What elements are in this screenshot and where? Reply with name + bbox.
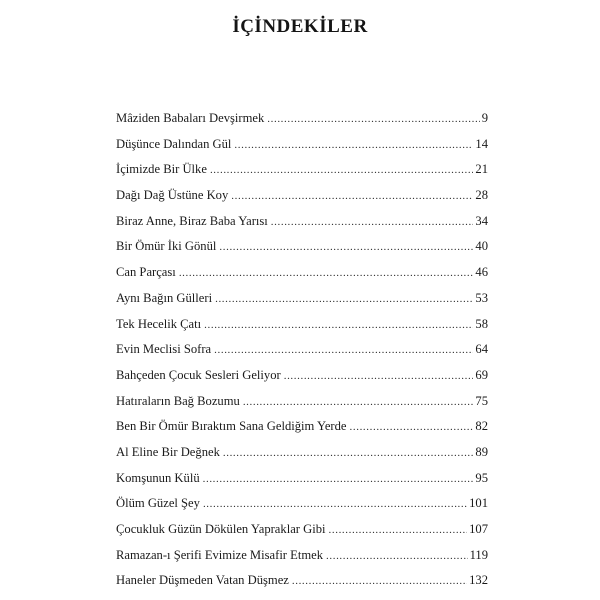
dot-leader <box>284 364 474 390</box>
entry-title: Ramazan-ı Şerifi Evimize Misafir Etmek <box>116 547 324 562</box>
entry-page-number: 89 <box>475 444 488 459</box>
toc-entry <box>116 157 488 183</box>
toc-entry <box>116 234 488 260</box>
entry-page-number: 107 <box>469 522 488 536</box>
dot-leader <box>350 415 474 441</box>
entry-page-number: 28 <box>475 188 488 203</box>
dot-leader <box>231 184 473 210</box>
toc-entry <box>116 337 488 363</box>
toc-entry <box>116 389 488 415</box>
dot-leader <box>215 287 473 313</box>
toc-entry <box>116 491 488 517</box>
dot-leader <box>329 518 468 544</box>
entry-title: Ben Bir Ömür Bıraktım Sana Geldiğim Yerde <box>116 419 347 434</box>
entry-title: Tek Hecelik Çatı <box>116 316 202 331</box>
entry-page-number: 40 <box>475 239 488 254</box>
dot-leader <box>204 313 473 339</box>
entry-title: Bir Ömür İki Gönül <box>116 239 217 254</box>
page-title: İÇİNDEKİLER <box>232 16 368 37</box>
toc-entry <box>116 466 488 492</box>
entry-page-number: 75 <box>475 393 488 408</box>
toc-entry <box>116 260 488 286</box>
entry-title: Biraz Anne, Biraz Baba Yarısı <box>116 213 268 228</box>
entry-page-number: 58 <box>475 316 488 331</box>
entry-page-number: 82 <box>475 419 488 434</box>
entry-title: Hatıraların Bağ Bozumu <box>116 393 240 408</box>
entry-title: Can Parçası <box>116 265 176 280</box>
entry-title: Al Eline Bir Değnek <box>116 444 220 459</box>
entry-title: Haneler Düşmeden Vatan Düşmez <box>116 573 289 588</box>
entry-page-number: 119 <box>469 547 488 562</box>
toc-entry <box>116 543 488 569</box>
toc-entry <box>116 106 488 132</box>
entry-page-number: 21 <box>475 162 488 177</box>
toc-entry <box>116 209 488 235</box>
dot-leader <box>292 569 467 595</box>
dot-leader <box>243 390 474 416</box>
entry-page-number: 34 <box>475 213 488 228</box>
dot-leader <box>223 441 474 467</box>
dot-leader <box>234 133 473 159</box>
toc-entry <box>116 517 488 543</box>
dot-leader <box>214 338 473 364</box>
dot-leader <box>203 467 474 493</box>
dot-leader <box>179 261 474 287</box>
dot-leader <box>203 492 467 518</box>
toc-entry <box>116 286 488 312</box>
toc-entry <box>116 312 488 338</box>
toc-entry <box>116 363 488 389</box>
toc-entry <box>116 183 488 209</box>
dot-leader <box>267 107 479 133</box>
entry-page-number: 64 <box>475 342 488 357</box>
entry-title: Bahçeden Çocuk Sesleri Geliyor <box>116 367 281 382</box>
entry-page-number: 14 <box>475 136 488 151</box>
entry-title: Dağı Dağ Üstüne Koy <box>116 188 229 203</box>
entry-title: Ölüm Güzel Şey <box>116 496 200 511</box>
entry-title: Evin Meclisi Sofra <box>116 342 212 357</box>
table-of-contents <box>116 106 488 594</box>
dot-leader <box>326 544 468 570</box>
dot-leader <box>219 235 473 261</box>
entry-title: İçimizde Bir Ülke <box>116 162 207 177</box>
toc-entry <box>116 568 488 594</box>
entry-page-number: 69 <box>475 367 488 382</box>
entry-title: Düşünce Dalından Gül <box>116 136 232 151</box>
entry-page-number: 53 <box>475 290 488 305</box>
toc-entry <box>116 132 488 158</box>
toc-entry <box>116 414 488 440</box>
entry-page-number: 46 <box>475 265 488 280</box>
entry-title: Komşunun Külü <box>116 470 200 485</box>
entry-page-number: 101 <box>469 496 488 511</box>
entry-page-number: 132 <box>469 573 488 588</box>
entry-page-number: 9 <box>481 111 488 125</box>
entry-page-number: 95 <box>475 470 488 485</box>
entry-title: Aynı Bağın Gülleri <box>116 290 213 305</box>
entry-title: Mâziden Babaları Devşirmek <box>116 111 265 125</box>
dot-leader <box>271 210 474 236</box>
entry-title: Çocukluk Güzün Dökülen Yapraklar Gibi <box>116 522 326 536</box>
dot-leader <box>210 158 473 184</box>
toc-entry <box>116 440 488 466</box>
